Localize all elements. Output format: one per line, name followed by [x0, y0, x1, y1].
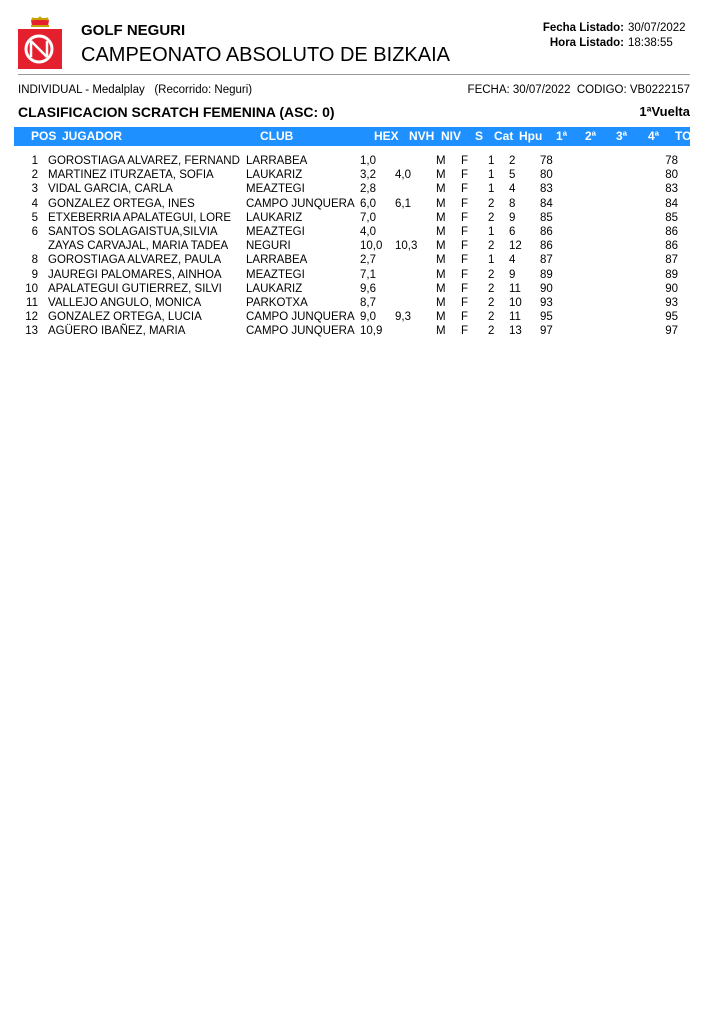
cat-cell: 1 [488, 155, 495, 167]
club-cell: MEAZTEGI [246, 183, 305, 196]
col-hpu: Hpu [519, 129, 543, 143]
player-name: SANTOS SOLAGAISTUA,SILVIA [48, 225, 218, 238]
hex-cell: 7,0 [360, 211, 376, 224]
club-cell: NEGURI [246, 240, 291, 253]
total-score: 93 [665, 296, 678, 309]
total-score: 89 [665, 268, 678, 281]
total-score: 80 [665, 169, 678, 182]
col-r2: 2ª [585, 129, 597, 143]
cat-cell: 1 [488, 254, 495, 267]
hpu-cell: 4 [509, 183, 516, 196]
nvh-cell: 10,3 [395, 240, 418, 253]
table-row [0, 325, 728, 339]
niv-cell: M [436, 183, 446, 196]
sex-cell: F [461, 240, 469, 253]
player-name: APALATEGUI GUTIERREZ, SILVI [48, 282, 222, 295]
sex-cell: F [461, 183, 469, 196]
col-tot: TOT [675, 129, 699, 143]
total-score: 90 [665, 282, 678, 295]
player-name: MARTINEZ ITURZAETA, SOFIA [48, 169, 214, 182]
club-cell: LARRABEA [246, 155, 308, 167]
pos-cell: 8 [31, 254, 38, 267]
total-score: 85 [665, 211, 678, 224]
club-cell: CAMPO JUNQUERA [246, 197, 355, 210]
round-label: 1ªVuelta [639, 104, 690, 119]
fecha-value: 30/07/2022 [628, 22, 686, 34]
col-r3: 3ª [616, 129, 628, 143]
round1-score: 93 [540, 296, 553, 309]
hex-cell: 7,1 [360, 268, 376, 281]
round1-score: 86 [540, 240, 553, 253]
sex-cell: F [461, 155, 469, 167]
table-row [0, 183, 728, 197]
hpu-cell: 6 [509, 225, 516, 238]
hpu-cell: 9 [509, 268, 516, 281]
pos-cell: 10 [25, 282, 38, 295]
pos-cell: 12 [25, 311, 38, 324]
cat-cell: 1 [488, 169, 495, 182]
niv-cell: M [436, 282, 446, 295]
pos-cell: 9 [31, 268, 38, 281]
round1-score: 84 [540, 197, 553, 210]
round1-score: 86 [540, 225, 553, 238]
player-name: JAUREGI PALOMARES, AINHOA [48, 268, 222, 281]
player-name: ETXEBERRIA APALATEGUI, LORE [48, 211, 231, 224]
hpu-cell: 11 [509, 311, 521, 324]
cat-cell: 2 [488, 325, 495, 338]
total-score: 83 [665, 183, 678, 196]
table-row [0, 226, 728, 240]
pos-cell: 3 [31, 183, 38, 196]
table-row [0, 240, 728, 254]
hex-cell: 4,0 [360, 225, 376, 238]
col-hex: HEX [374, 129, 399, 143]
pos-cell: 2 [31, 169, 38, 182]
round1-score: 90 [540, 282, 553, 295]
club-cell: CAMPO JUNQUERA [246, 311, 355, 324]
table-row [0, 283, 728, 297]
sex-cell: F [461, 254, 469, 267]
competition-format: INDIVIDUAL - Medalplay (Recorrido: Neguri) [18, 84, 253, 96]
cat-cell: 2 [488, 311, 495, 324]
player-name: GONZALEZ ORTEGA, INES [48, 197, 195, 210]
listing-meta [543, 21, 688, 51]
cat-cell: 2 [488, 197, 495, 210]
round1-score: 80 [540, 169, 553, 182]
col-r4: 4ª [648, 129, 660, 143]
club-cell: CAMPO JUNQUERA [246, 325, 355, 338]
section-title: CLASIFICACION SCRATCH FEMENINA (ASC: 0) [18, 104, 335, 120]
niv-cell: M [436, 268, 446, 281]
col-club: CLUB [260, 129, 294, 143]
hex-cell: 2,8 [360, 183, 376, 196]
col-s: S [475, 129, 484, 143]
round1-score: 78 [540, 155, 553, 167]
player-name: GOROSTIAGA ALVAREZ, FERNAND [48, 155, 240, 167]
player-name: VIDAL GARCIA, CARLA [48, 183, 173, 196]
round1-score: 83 [540, 183, 553, 196]
nvh-cell: 9,3 [395, 311, 411, 324]
niv-cell: M [436, 240, 446, 253]
cat-cell: 2 [488, 240, 495, 253]
hex-cell: 8,7 [360, 296, 376, 309]
table-row [0, 311, 728, 325]
player-name: VALLEJO ANGULO, MONICA [48, 296, 202, 309]
hpu-cell: 5 [509, 169, 516, 182]
club-cell: LAUKARIZ [246, 211, 303, 224]
sex-cell: F [461, 169, 469, 182]
pos-cell: 4 [31, 197, 38, 210]
niv-cell: M [436, 169, 446, 182]
player-name: GOROSTIAGA ALVAREZ, PAULA [48, 254, 222, 267]
total-score: 86 [665, 225, 678, 238]
club-cell: LAUKARIZ [246, 169, 303, 182]
hpu-cell: 13 [509, 325, 522, 338]
hex-cell: 3,2 [360, 169, 376, 182]
hex-cell: 9,6 [360, 282, 376, 295]
cat-cell: 1 [488, 183, 495, 196]
club-cell: PARKOTXA [246, 296, 308, 309]
sex-cell: F [461, 211, 469, 224]
round1-score: 87 [540, 254, 553, 267]
pos-cell: 13 [25, 325, 38, 338]
sex-cell: F [461, 296, 469, 309]
cat-cell: 2 [488, 211, 495, 224]
total-score: 86 [665, 240, 678, 253]
niv-cell: M [436, 311, 446, 324]
pos-cell: 11 [26, 296, 38, 309]
sex-cell: F [461, 282, 469, 295]
sex-cell: F [461, 325, 469, 338]
cat-cell: 2 [488, 296, 495, 309]
hpu-cell: 10 [509, 296, 522, 309]
cat-cell: 1 [488, 225, 495, 238]
club-cell: MEAZTEGI [246, 225, 305, 238]
hpu-cell: 4 [509, 254, 516, 267]
round1-score: 95 [540, 311, 553, 324]
hex-cell: 10,9 [360, 325, 383, 338]
nvh-cell: 4,0 [395, 169, 411, 182]
hpu-cell: 8 [509, 197, 516, 210]
hpu-cell: 2 [509, 155, 516, 167]
cat-cell: 2 [488, 268, 495, 281]
table-row [0, 269, 728, 283]
header-divider [18, 74, 690, 75]
total-score: 95 [665, 311, 678, 324]
round1-score: 97 [540, 325, 553, 338]
hex-cell: 1,0 [360, 155, 376, 167]
table-row [0, 155, 728, 169]
col-cat: Cat [494, 129, 514, 143]
niv-cell: M [436, 211, 446, 224]
niv-cell: M [436, 225, 446, 238]
niv-cell: M [436, 296, 446, 309]
col-niv: NIV [441, 129, 462, 143]
total-score: 78 [665, 155, 678, 167]
hpu-cell: 11 [509, 282, 521, 295]
cat-cell: 2 [488, 282, 495, 295]
club-logo-icon [17, 16, 63, 70]
event-title: CAMPEONATO ABSOLUTO DE BIZKAIA [81, 44, 450, 66]
table-row [0, 254, 728, 268]
pos-cell: 5 [31, 211, 38, 224]
niv-cell: M [436, 325, 446, 338]
hora-value: 18:38:55 [628, 37, 673, 49]
table-row [0, 198, 728, 212]
col-r1: 1ª [556, 129, 568, 143]
hpu-cell: 9 [509, 211, 516, 224]
col-nvh: NVH [409, 129, 435, 143]
club-cell: LARRABEA [246, 254, 308, 267]
hex-cell: 10,0 [360, 240, 383, 253]
round1-score: 89 [540, 268, 553, 281]
hex-cell: 9,0 [360, 311, 376, 324]
sex-cell: F [461, 311, 469, 324]
niv-cell: M [436, 155, 446, 167]
table-row [0, 297, 728, 311]
round1-score: 85 [540, 211, 553, 224]
player-name: AGÜERO IBAÑEZ, MARIA [48, 325, 186, 338]
niv-cell: M [436, 197, 446, 210]
table-header [14, 127, 699, 146]
club-name: GOLF NEGURI [81, 22, 186, 39]
sex-cell: F [461, 268, 469, 281]
hpu-cell: 12 [509, 240, 522, 253]
total-score: 84 [665, 197, 678, 210]
player-name: GONZALEZ ORTEGA, LUCIA [48, 311, 202, 324]
pos-cell: 6 [31, 225, 38, 238]
competition-info [18, 84, 690, 96]
total-score: 87 [665, 254, 678, 267]
col-pos: POS [31, 129, 57, 143]
niv-cell: M [436, 254, 446, 267]
hex-cell: 2,7 [360, 254, 376, 267]
total-score: 97 [665, 325, 678, 338]
fecha-label: Fecha Listado: [542, 22, 624, 34]
nvh-cell: 6,1 [395, 197, 411, 210]
player-name: ZAYAS CARVAJAL, MARIA TADEA [48, 240, 229, 253]
hex-cell: 6,0 [360, 197, 376, 210]
col-jugador: JUGADOR [62, 129, 123, 143]
club-cell: LAUKARIZ [246, 282, 303, 295]
sex-cell: F [461, 197, 469, 210]
club-cell: MEAZTEGI [246, 268, 305, 281]
sex-cell: F [461, 225, 469, 238]
results-table [0, 155, 728, 339]
pos-cell: 1 [31, 155, 38, 167]
hora-label: Hora Listado: [549, 37, 624, 49]
table-row [0, 212, 728, 226]
competition-date-code: FECHA: 30/07/2022 CODIGO: VB0222157 [467, 84, 690, 96]
table-row [0, 169, 728, 183]
